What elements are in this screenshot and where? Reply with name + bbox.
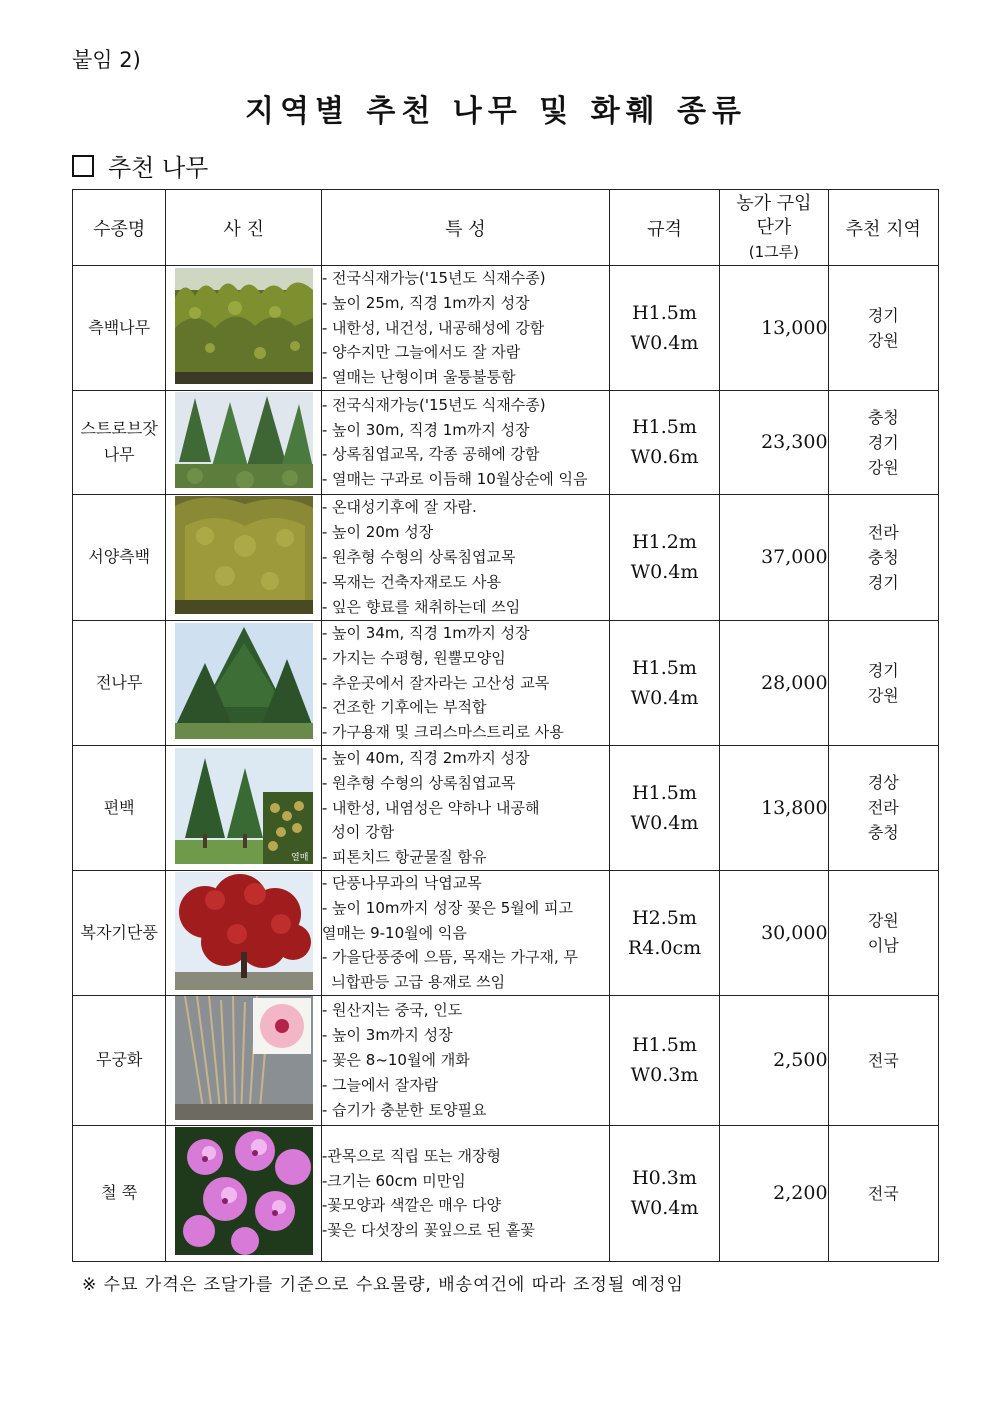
feature-line: - 가구용재 및 크리스마스트리로 사용 <box>321 723 564 742</box>
spec-line: W0.6m <box>630 446 699 469</box>
header-price-line3: (1그루) <box>748 242 799 261</box>
feature-line: - 열매는 난형이며 울퉁불퉁함 <box>321 368 516 387</box>
tree-name-line: 측백나무 <box>88 317 151 337</box>
region-line: 전라 <box>867 798 899 818</box>
tree-regions <box>828 870 938 995</box>
tree-price: 2,500 <box>720 995 828 1125</box>
region-line: 강원 <box>867 330 899 350</box>
tree-name <box>73 870 166 995</box>
section-heading <box>72 148 208 183</box>
feature-line: - 온대성기후에 잘 자람. <box>321 498 477 517</box>
tree-photo <box>175 268 313 388</box>
tree-regions <box>828 745 938 870</box>
feature-line: 늬합판등 고급 용재로 쓰임 <box>321 973 506 992</box>
tree-features <box>321 995 609 1125</box>
photo-inset-label: 열매 <box>290 852 308 863</box>
table-row <box>73 390 939 494</box>
tree-spec <box>609 266 719 391</box>
region-line: 충청 <box>867 407 899 427</box>
page-title: 지역별 추천 나무 및 화훼 종류 <box>245 94 747 129</box>
footnote: ※ 수묘 가격은 조달가를 기준으로 수요물량, 배송여건에 따라 조정될 예정임 <box>82 1275 684 1295</box>
tree-name <box>73 620 166 745</box>
table-row <box>73 620 939 745</box>
feature-line: -관목으로 직립 또는 개장형 <box>321 1146 501 1165</box>
spec-line: H1.5m <box>632 416 697 439</box>
feature-line: - 추운곳에서 잘자라는 고산성 교목 <box>321 673 550 692</box>
tree-photo <box>175 748 313 868</box>
tree-photo <box>175 872 313 994</box>
tree-name-line: 스트로브잣 <box>80 419 158 439</box>
feature-line: -꽃모양과 색깔은 매우 다양 <box>321 1196 501 1215</box>
tree-features <box>321 266 609 391</box>
tree-name-line: 복자기단풍 <box>80 922 158 942</box>
feature-line: - 높이 34m, 직경 1m까지 성장 <box>321 623 530 642</box>
table-header-row <box>73 190 939 266</box>
feature-line: - 가을단풍중에 으뜸, 목재는 가구재, 무 <box>321 948 578 967</box>
tree-name <box>73 745 166 870</box>
tree-regions <box>828 620 938 745</box>
header-price-line2: 단가 <box>756 216 792 238</box>
feature-line: - 높이 30m, 직경 1m까지 성장 <box>321 420 530 439</box>
header-price <box>720 190 828 266</box>
feature-line: - 전국식재가능('15년도 식재수종) <box>321 269 546 287</box>
tree-photo-cell <box>166 390 322 494</box>
feature-line: - 높이 25m, 직경 1m까지 성장 <box>321 293 530 312</box>
tree-spec <box>609 995 719 1125</box>
tree-name <box>73 494 166 620</box>
tree-photo <box>175 392 313 492</box>
header-price-line1: 농가 구입 <box>736 192 812 214</box>
spec-line: H1.5m <box>632 781 697 804</box>
spec-line: H2.5m <box>632 906 697 929</box>
header-photo: 사 진 <box>166 190 322 266</box>
feature-line: - 전국식재가능('15년도 식재수종) <box>321 395 546 414</box>
feature-line: - 피톤치드 항균물질 함유 <box>321 848 487 867</box>
region-line: 강원 <box>867 910 899 930</box>
header-region: 추천 지역 <box>828 190 938 266</box>
region-line: 충청 <box>867 547 899 567</box>
feature-line: - 원추형 수형의 상록침엽교목 <box>321 773 516 792</box>
tree-price: 2,200 <box>720 1125 828 1261</box>
tree-name-line: 전나무 <box>95 672 143 692</box>
spec-line: H1.5m <box>632 1034 697 1057</box>
tree-regions <box>828 494 938 620</box>
feature-line: 열매는 9-10월에 익음 <box>321 923 467 942</box>
tree-photo <box>175 623 313 743</box>
region-line: 충청 <box>867 823 899 843</box>
region-line: 경기 <box>867 305 899 325</box>
feature-line: - 단풍나무과의 낙엽교목 <box>321 873 482 892</box>
tree-photo-cell <box>166 995 322 1125</box>
spec-line: W0.4m <box>630 561 699 584</box>
feature-line: - 내한성, 내건성, 내공해성에 강함 <box>321 318 545 337</box>
header-features: 특 성 <box>321 190 609 266</box>
spec-line: W0.4m <box>630 331 699 354</box>
tree-photo <box>175 996 313 1124</box>
tree-name-line: 편백 <box>103 797 135 817</box>
tree-name-line: 서양측백 <box>88 547 151 567</box>
spec-line: R4.0cm <box>627 936 702 959</box>
region-line: 강원 <box>867 457 899 477</box>
tree-spec <box>609 494 719 620</box>
tree-photo-cell <box>166 266 322 391</box>
feature-line: 성이 강함 <box>321 823 395 842</box>
spec-line: H0.3m <box>632 1167 697 1190</box>
tree-features <box>321 494 609 620</box>
tree-photo-cell <box>166 870 322 995</box>
tree-regions <box>828 390 938 494</box>
header-spec: 규격 <box>609 190 719 266</box>
feature-line: - 건조한 기후에는 부적합 <box>321 698 487 717</box>
feature-line: -꽃은 다섯장의 꽃잎으로 된 홑꽃 <box>321 1221 535 1240</box>
spec-line: W0.4m <box>630 811 699 834</box>
feature-line: - 꽃은 8~10월에 개화 <box>321 1051 470 1070</box>
tree-spec <box>609 390 719 494</box>
tree-spec <box>609 620 719 745</box>
region-line: 경기 <box>867 432 899 452</box>
table-row <box>73 266 939 391</box>
section-title: 추천 나무 <box>108 154 209 182</box>
tree-name-line: 철 쭉 <box>101 1183 138 1203</box>
region-line: 경기 <box>867 572 899 592</box>
region-line: 전국 <box>867 1050 899 1070</box>
region-line: 이남 <box>867 935 899 955</box>
tree-features <box>321 745 609 870</box>
tree-table <box>72 189 939 1262</box>
feature-line: - 높이 40m, 직경 2m까지 성장 <box>321 748 530 767</box>
tree-name <box>73 1125 166 1261</box>
tree-regions <box>828 266 938 391</box>
tree-name-line: 나무 <box>103 445 135 465</box>
region-line: 강원 <box>867 685 899 705</box>
feature-line: - 목재는 건축자재로도 사용 <box>321 572 501 591</box>
header-name: 수종명 <box>73 190 166 266</box>
tree-features <box>321 870 609 995</box>
spec-line: W0.4m <box>630 1197 699 1220</box>
tree-photo-cell <box>166 494 322 620</box>
region-line: 전라 <box>867 522 899 542</box>
tree-regions <box>828 1125 938 1261</box>
feature-line: - 양수지만 그늘에서도 잘 자람 <box>321 343 521 362</box>
tree-photo-cell <box>166 745 322 870</box>
table-row <box>73 1125 939 1261</box>
tree-spec <box>609 745 719 870</box>
feature-line: - 가지는 수평형, 원뿔모양임 <box>321 648 506 667</box>
region-line: 경기 <box>867 660 899 680</box>
tree-price: 23,300 <box>720 390 828 494</box>
spec-line: H1.2m <box>632 531 697 554</box>
tree-regions <box>828 995 938 1125</box>
tree-price: 37,000 <box>720 494 828 620</box>
feature-line: - 내한성, 내염성은 약하나 내공해 <box>321 798 540 817</box>
table-row <box>73 494 939 620</box>
table-row <box>73 745 939 870</box>
feature-line: - 원추형 수형의 상록침엽교목 <box>321 548 516 567</box>
feature-line: - 상록침엽교목, 각종 공해에 강함 <box>321 445 540 464</box>
attachment-label: 붙임 2) <box>72 48 141 72</box>
feature-line: -크기는 60cm 미만임 <box>321 1171 466 1190</box>
feature-line: - 열매는 구과로 이듬해 10월상순에 익음 <box>321 470 588 489</box>
tree-spec <box>609 870 719 995</box>
spec-line: W0.3m <box>630 1064 699 1087</box>
feature-line: - 그늘에서 잘자람 <box>321 1075 439 1094</box>
tree-price: 30,000 <box>720 870 828 995</box>
tree-features <box>321 1125 609 1261</box>
tree-spec <box>609 1125 719 1261</box>
tree-price: 28,000 <box>720 620 828 745</box>
tree-price: 13,800 <box>720 745 828 870</box>
tree-name <box>73 995 166 1125</box>
tree-photo <box>175 1127 313 1259</box>
feature-line: - 잎은 향료를 채취하는데 쓰임 <box>321 597 521 616</box>
table-row <box>73 870 939 995</box>
spec-line: H1.5m <box>632 656 697 679</box>
region-line: 경상 <box>867 773 899 793</box>
checkbox-square-icon <box>72 155 94 177</box>
tree-features <box>321 390 609 494</box>
feature-line: - 높이 20m 성장 <box>321 523 434 542</box>
tree-name <box>73 266 166 391</box>
table-row <box>73 995 939 1125</box>
tree-photo <box>175 496 313 618</box>
tree-photo-cell <box>166 620 322 745</box>
feature-line: - 높이 10m까지 성장 꽃은 5월에 피고 <box>321 898 573 917</box>
tree-price: 13,000 <box>720 266 828 391</box>
tree-features <box>321 620 609 745</box>
region-line: 전국 <box>867 1183 899 1203</box>
spec-line: H1.5m <box>632 301 697 324</box>
tree-name-line: 무궁화 <box>95 1050 143 1070</box>
tree-name <box>73 390 166 494</box>
feature-line: - 높이 3m까지 성장 <box>321 1026 453 1045</box>
spec-line: W0.4m <box>630 686 699 709</box>
tree-photo-cell <box>166 1125 322 1261</box>
feature-line: - 원산지는 중국, 인도 <box>321 1001 463 1020</box>
feature-line: - 습기가 충분한 토양필요 <box>321 1100 487 1119</box>
